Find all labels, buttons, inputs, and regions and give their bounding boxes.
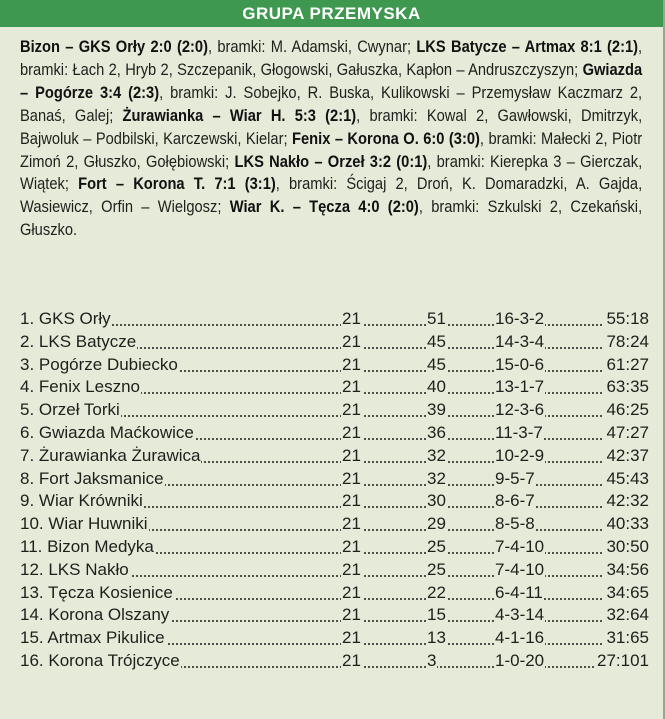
win-draw-loss: 9-5-7 xyxy=(494,468,536,491)
games-played: 21 xyxy=(341,559,362,582)
games-played: 21 xyxy=(341,490,362,513)
points: 36 xyxy=(426,422,447,445)
points: 22 xyxy=(426,582,447,605)
match-result xyxy=(20,37,416,56)
team-name: 2. LKS Batycze xyxy=(20,331,137,354)
match-teams-score: Gwiazda – Pogórze 3:4 (2:3) xyxy=(20,59,643,102)
standings-row xyxy=(20,536,650,559)
games-played: 21 xyxy=(341,582,362,605)
match-scorers: , bramki: Małecki 2, Piotr Zimoń 2, Głuszko, Gołębiowski; xyxy=(20,128,643,171)
games-played: 21 xyxy=(341,308,362,331)
team-name: 14. Korona Olszany xyxy=(20,604,170,627)
goal-ratio: 63:35 xyxy=(604,376,650,399)
goal-ratio: 47:27 xyxy=(604,422,650,445)
match-scorers: , bramki: Łach 2, Hryb 2, Szczepanik, Głogowski, Gałuszka, Kapłon – Andruszczyszyn; xyxy=(20,37,643,79)
win-draw-loss: 4-1-16 xyxy=(494,627,545,650)
standings-row xyxy=(20,354,650,377)
match-scorers: , bramki: M. Adamski, Cwynar; xyxy=(207,37,417,56)
match-teams-score: Żurawianka – Wiar H. 5:3 (2:1) xyxy=(122,105,357,125)
win-draw-loss: 10-2-9 xyxy=(494,445,545,468)
points: 45 xyxy=(426,354,447,377)
win-draw-loss: 14-3-4 xyxy=(494,331,545,354)
goal-ratio: 40:33 xyxy=(604,513,650,536)
goal-ratio: 27:101 xyxy=(595,650,650,673)
team-name: 15. Artmax Pikulice xyxy=(20,627,166,650)
games-played: 21 xyxy=(341,627,362,650)
games-played: 21 xyxy=(341,354,362,377)
win-draw-loss: 6-4-11 xyxy=(494,582,544,605)
standings-row xyxy=(20,513,650,536)
standings-row xyxy=(20,468,650,491)
team-name: 4. Fenix Leszno xyxy=(20,376,141,399)
standings-row xyxy=(20,650,650,673)
team-name: 10. Wiar Huwniki xyxy=(20,513,149,536)
match-teams-score: Bizon – GKS Orły 2:0 (2:0) xyxy=(20,37,208,56)
match-scorers: , bramki: J. Sobejko, R. Buska, Kulikowski – Przemysław Kaczmarz 2, Banaś, Galej; xyxy=(20,82,643,125)
points: 30 xyxy=(426,490,447,513)
team-name: 9. Wiar Krówniki xyxy=(20,490,144,513)
dot-leader xyxy=(20,324,650,326)
goal-ratio: 30:50 xyxy=(604,536,650,559)
win-draw-loss: 7-4-10 xyxy=(494,559,545,582)
standings-row xyxy=(20,582,650,605)
games-played: 21 xyxy=(341,445,362,468)
games-played: 21 xyxy=(341,650,362,673)
goal-ratio: 32:64 xyxy=(604,604,650,627)
win-draw-loss: 1-0-20 xyxy=(494,650,545,673)
goal-ratio: 55:18 xyxy=(604,308,650,331)
points: 25 xyxy=(426,559,447,582)
win-draw-loss: 8-6-7 xyxy=(494,490,536,513)
goal-ratio: 31:65 xyxy=(604,627,650,650)
section-header: GRUPA PRZEMYSKA xyxy=(0,0,663,27)
points: 25 xyxy=(426,536,447,559)
points: 13 xyxy=(426,627,447,650)
win-draw-loss: 4-3-14 xyxy=(494,604,545,627)
standings-row xyxy=(20,376,650,399)
standings-row xyxy=(20,399,650,422)
team-name: 12. LKS Nakło xyxy=(20,559,130,582)
standings-row xyxy=(20,627,650,650)
games-played: 21 xyxy=(341,399,362,422)
match-teams-score: LKS Nakło – Orzeł 3:2 (0:1) xyxy=(234,151,428,171)
goal-ratio: 78:24 xyxy=(604,331,650,354)
standings-row xyxy=(20,445,650,468)
win-draw-loss: 8-5-8 xyxy=(494,513,536,536)
goal-ratio: 61:27 xyxy=(604,354,650,377)
team-name: 11. Bizon Medyka xyxy=(20,536,155,559)
win-draw-loss: 13-1-7 xyxy=(494,376,545,399)
games-played: 21 xyxy=(341,536,362,559)
goal-ratio: 45:43 xyxy=(604,468,650,491)
match-results xyxy=(20,36,642,242)
games-played: 21 xyxy=(341,513,362,536)
goal-ratio: 42:37 xyxy=(604,445,650,468)
points: 32 xyxy=(426,445,447,468)
points: 29 xyxy=(426,513,447,536)
goal-ratio: 42:32 xyxy=(604,490,650,513)
match-teams-score: Fort – Korona T. 7:1 (3:1) xyxy=(78,174,276,194)
games-played: 21 xyxy=(341,422,362,445)
team-name: 8. Fort Jaksmanice xyxy=(20,468,165,491)
points: 32 xyxy=(426,468,447,491)
team-name: 3. Pogórze Dubiecko xyxy=(20,354,179,377)
team-name: 16. Korona Trójczyce xyxy=(20,650,181,673)
win-draw-loss: 7-4-10 xyxy=(494,536,545,559)
standings-row xyxy=(20,308,650,331)
points: 51 xyxy=(426,308,447,331)
match-scorers: , bramki: Ścigaj 2, Droń, K. Domaradzki, A. Gajda, Wasiewicz, Orfin – Wielgosz; xyxy=(20,174,643,217)
points: 45 xyxy=(426,331,447,354)
match-teams-score: LKS Batycze – Artmax 8:1 (2:1) xyxy=(416,37,639,56)
team-name: 13. Tęcza Kosienice xyxy=(20,582,174,605)
standings-table xyxy=(20,308,650,673)
team-name: 1. GKS Orły xyxy=(20,308,112,331)
match-teams-score: Wiar K. – Tęcza 4:0 (2:0) xyxy=(229,197,419,217)
standings-row xyxy=(20,604,650,627)
standings-row xyxy=(20,559,650,582)
match-scorers: , bramki: Szkulski 2, Czekański, Głuszko. xyxy=(20,197,643,240)
match-scorers: , bramki: Kierepka 3 – Gierczak, Wiątek; xyxy=(20,151,643,194)
games-played: 21 xyxy=(341,331,362,354)
match-scorers: , bramki: Kowal 2, Gawłowski, Dmitrzyk, Bajwoluk – Podbilski, Karczewski, Kielar; xyxy=(20,105,643,148)
standings-row xyxy=(20,422,650,445)
win-draw-loss: 15-0-6 xyxy=(494,354,545,377)
goal-ratio: 34:65 xyxy=(604,582,650,605)
games-played: 21 xyxy=(341,376,362,399)
win-draw-loss: 16-3-2 xyxy=(494,308,545,331)
points: 15 xyxy=(426,604,447,627)
team-name: 7. Żurawianka Żurawica xyxy=(20,445,201,468)
team-name: 6. Gwiazda Maćkowice xyxy=(20,422,195,445)
team-name: 5. Orzeł Torki xyxy=(20,399,121,422)
games-played: 21 xyxy=(341,604,362,627)
points: 3 xyxy=(426,650,437,673)
goal-ratio: 46:25 xyxy=(604,399,650,422)
points: 39 xyxy=(426,399,447,422)
games-played: 21 xyxy=(341,468,362,491)
standings-row xyxy=(20,490,650,513)
win-draw-loss: 12-3-6 xyxy=(494,399,545,422)
goal-ratio: 34:56 xyxy=(604,559,650,582)
win-draw-loss: 11-3-7 xyxy=(494,422,544,445)
match-teams-score: Fenix – Korona O. 6:0 (3:0) xyxy=(292,128,480,148)
standings-row xyxy=(20,331,650,354)
points: 40 xyxy=(426,376,447,399)
